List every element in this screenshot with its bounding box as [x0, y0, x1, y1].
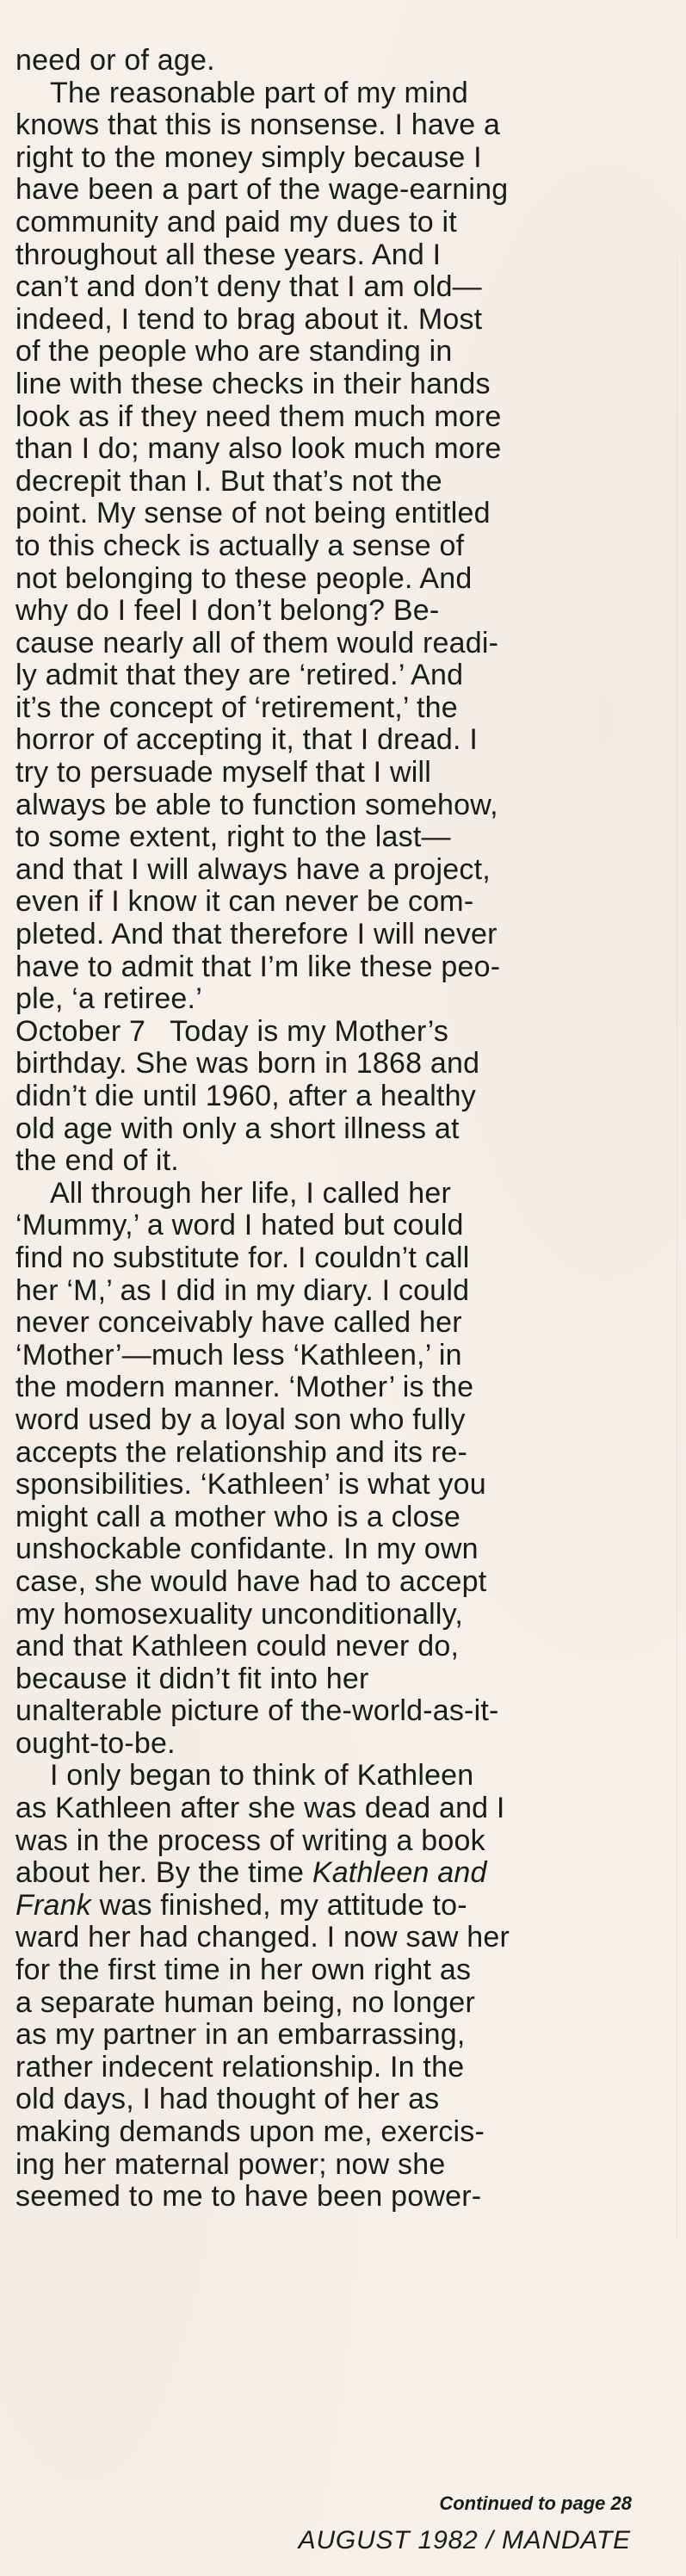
text-line: ‘Mummy,’ a word I hated but could — [15, 1209, 464, 1242]
text-line: ward her had changed. I now saw her — [15, 1921, 510, 1954]
text-line: to some extent, right to the last— — [15, 820, 451, 854]
text-line: why do I feel I don’t belong? Be- — [15, 594, 440, 628]
page-footer: AUGUST 1982 / MANDATE — [298, 2526, 631, 2554]
text-line: not belonging to these people. And — [15, 561, 473, 595]
text-run: about her. By the time — [15, 1856, 312, 1890]
book-title-italic: Kathleen and — [312, 1856, 487, 1890]
text-line: the modern manner. ‘Mother’ is the — [15, 1371, 474, 1404]
text-line: ‘Mother’—much less ‘Kathleen,’ in — [15, 1338, 462, 1372]
text-line: never conceivably have called her — [15, 1306, 462, 1340]
text-line: ly admit that they are ‘retired.’ And — [15, 659, 464, 692]
text-line: need or of age. — [15, 44, 215, 77]
text-line: of the people who are standing in — [15, 335, 453, 368]
text-line: birthday. She was born in 1868 and — [15, 1047, 480, 1081]
book-title-italic: Frank — [15, 1888, 91, 1922]
text-line: old days, I had thought of her as — [15, 2083, 440, 2116]
text-line: throughout all these years. And I — [15, 238, 442, 271]
paragraph-start-line: The reasonable part of my mind — [50, 76, 469, 109]
paragraph-start-line: All through her life, I called her — [50, 1176, 452, 1210]
text-line: was in the process of writing a book — [15, 1824, 485, 1857]
diary-date: October 7 — [15, 1014, 146, 1048]
text-line: decrepit than I. But that’s not the — [15, 464, 442, 498]
text-line: pleted. And that therefore I will never — [15, 918, 498, 951]
text-line: sponsibilities. ‘Kathleen’ is what you — [15, 1468, 486, 1502]
text-line — [15, 1857, 601, 1890]
article-column — [15, 45, 601, 2214]
text-line: unalterable picture of the-world-as-it- — [15, 1694, 499, 1728]
diary-entry-line — [15, 1016, 601, 1049]
text-line: as my partner in an embarrassing, — [15, 2018, 466, 2052]
text-line: have been a part of the wage-earning — [15, 173, 509, 207]
text-line: the end of it. — [15, 1144, 179, 1178]
text-line: cause nearly all of them would readi- — [15, 626, 499, 659]
text-line: ought-to-be. — [15, 1726, 176, 1760]
text-line: community and paid my dues to it — [15, 205, 457, 238]
text-line: horror of accepting it, that I dread. I — [15, 723, 478, 757]
text-line: my homosexuality unconditionally, — [15, 1597, 464, 1631]
text-line: it’s the concept of ‘retirement,’ the — [15, 690, 458, 724]
text-line: didn’t die until 1960, after a healthy — [15, 1080, 476, 1112]
text-line: unshockable confidante. In my own — [15, 1533, 479, 1566]
text-line: might call a mother who is a close — [15, 1500, 461, 1533]
continued-note: Continued to page 28 — [439, 2492, 632, 2514]
text-line: ing her maternal power; now she — [15, 2147, 446, 2181]
text-line: right to the money simply because I — [15, 140, 482, 174]
text-line: as Kathleen after she was dead and I — [15, 1792, 505, 1825]
text-line: case, she would have had to accept — [15, 1564, 487, 1598]
text-line: try to persuade myself that I will — [15, 756, 431, 790]
text-line: indeed, I tend to brag about it. Most — [15, 302, 483, 336]
text-line: her ‘M,’ as I did in my diary. I could — [15, 1273, 470, 1307]
text-line — [15, 1890, 601, 1923]
text-line: for the first time in her own right as — [15, 1954, 472, 1987]
text-line: can’t and don’t deny that I am old— — [15, 270, 482, 304]
paragraph-start-line: I only began to think of Kathleen — [50, 1759, 474, 1793]
text-line: because it didn’t fit into her — [15, 1662, 369, 1695]
text-line: than I do; many also look much more — [15, 432, 502, 466]
text-line: ple, ‘a retiree.’ — [15, 982, 202, 1016]
text-line: find no substitute for. I couldn’t call — [15, 1241, 470, 1274]
text-line: rather indecent relationship. In the — [15, 2050, 465, 2084]
text-line: a separate human being, no longer — [15, 1985, 475, 2019]
text-line: old age with only a short illness at — [15, 1112, 460, 1145]
text-line: seemed to me to have been power- — [15, 2180, 482, 2214]
text-line: even if I know it can never be com- — [15, 885, 474, 919]
text-line: look as if they need them much more — [15, 399, 502, 433]
text-line: knows that this is nonsense. I have a — [15, 108, 501, 142]
text-line: line with these checks in their hands — [15, 367, 491, 400]
text-line: have to admit that I’m like these peo- — [15, 950, 501, 983]
text-line: to this check is actually a sense of — [15, 529, 465, 562]
text-run: was finished, my attitude to- — [99, 1888, 467, 1922]
text-line: and that Kathleen could never do, — [15, 1630, 460, 1663]
text-line: always be able to function somehow, — [15, 788, 498, 821]
text-line: word used by a loyal son who fully — [15, 1403, 466, 1436]
text-line: and that I will always have a project, — [15, 852, 491, 886]
text-line: accepts the relationship and its re- — [15, 1435, 468, 1469]
diary-entry-text: Today is my Mother’s — [170, 1014, 449, 1048]
text-line: making demands upon me, exercis- — [15, 2115, 485, 2148]
text-line: point. My sense of not being entitled — [15, 497, 491, 530]
